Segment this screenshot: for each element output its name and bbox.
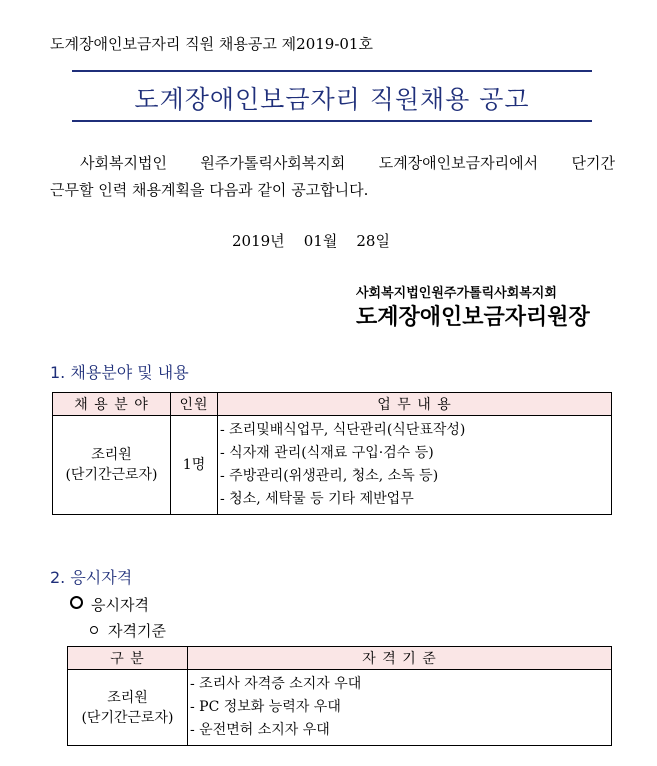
duties-cell: [218, 416, 612, 515]
list-item: - 운전면허 소지자 우대: [190, 722, 330, 738]
list-item: - 조리사 자격증 소지자 우대: [190, 676, 362, 692]
intro-line-2: 근무할 인력 채용계획을 다음과 같이 공고합니다.: [50, 181, 369, 199]
table-row: [53, 416, 612, 515]
sub-heading-text: 응시자격: [91, 596, 149, 614]
category-type: (단기간근로자): [81, 709, 174, 726]
title-bottom-rule: [72, 120, 592, 122]
issuer-organization: 사회복지법인원주가톨릭사회복지회: [356, 286, 557, 301]
column-header-category: 구 분: [68, 647, 188, 670]
count-cell: 1명: [171, 416, 218, 515]
page-title: 도계장애인보금자리 직원채용 공고: [134, 85, 530, 114]
sub-sub-heading-text: 자격기준: [108, 622, 166, 640]
section-2-heading: 2. 응시자격: [50, 568, 133, 587]
list-item: - 식자재 관리(식재료 구입·검수 등): [220, 445, 434, 461]
list-item: - 청소, 세탁물 등 기타 제반업무: [220, 491, 414, 507]
list-item: - 조리및배식업무, 식단관리(식단표작성): [220, 422, 466, 438]
column-header-field: 채 용 분 야: [53, 393, 171, 416]
recruitment-table: [52, 392, 612, 515]
announcement-date: 2019년 01월 28일: [232, 232, 390, 250]
document-number: 도계장애인보금자리 직원 채용공고 제2019-01호: [50, 35, 373, 53]
issuer-head: 도계장애인보금자리원장: [356, 304, 590, 330]
intro-paragraph: [50, 150, 615, 204]
column-header-criteria: 자 격 기 준: [188, 647, 612, 670]
list-item: - 주방관리(위생관리, 청소, 소독 등): [220, 468, 439, 484]
criteria-cell: [188, 670, 612, 746]
table-row: [68, 670, 612, 746]
title-top-rule: [72, 70, 592, 72]
field-name: 조리원: [91, 447, 132, 463]
column-header-count: 인원: [171, 393, 218, 416]
category-name: 조리원: [107, 689, 148, 706]
section-1-heading: 1. 채용분야 및 내용: [50, 363, 189, 382]
sub-sub-heading: [90, 620, 166, 641]
field-type: (단기간근로자): [65, 467, 158, 483]
list-item: - PC 정보화 능력자 우대: [190, 699, 341, 715]
intro-line-1: 사회복지법인 원주가톨릭사회복지회 도계장애인보금자리에서 단기간: [80, 154, 615, 172]
sub-heading: [70, 594, 149, 615]
circle-bullet-icon: [70, 596, 83, 609]
small-circle-bullet-icon: [90, 626, 98, 634]
qualification-table: [67, 646, 612, 746]
field-cell: [53, 416, 171, 515]
category-cell: [68, 670, 188, 746]
column-header-duties: 업 무 내 용: [218, 393, 612, 416]
